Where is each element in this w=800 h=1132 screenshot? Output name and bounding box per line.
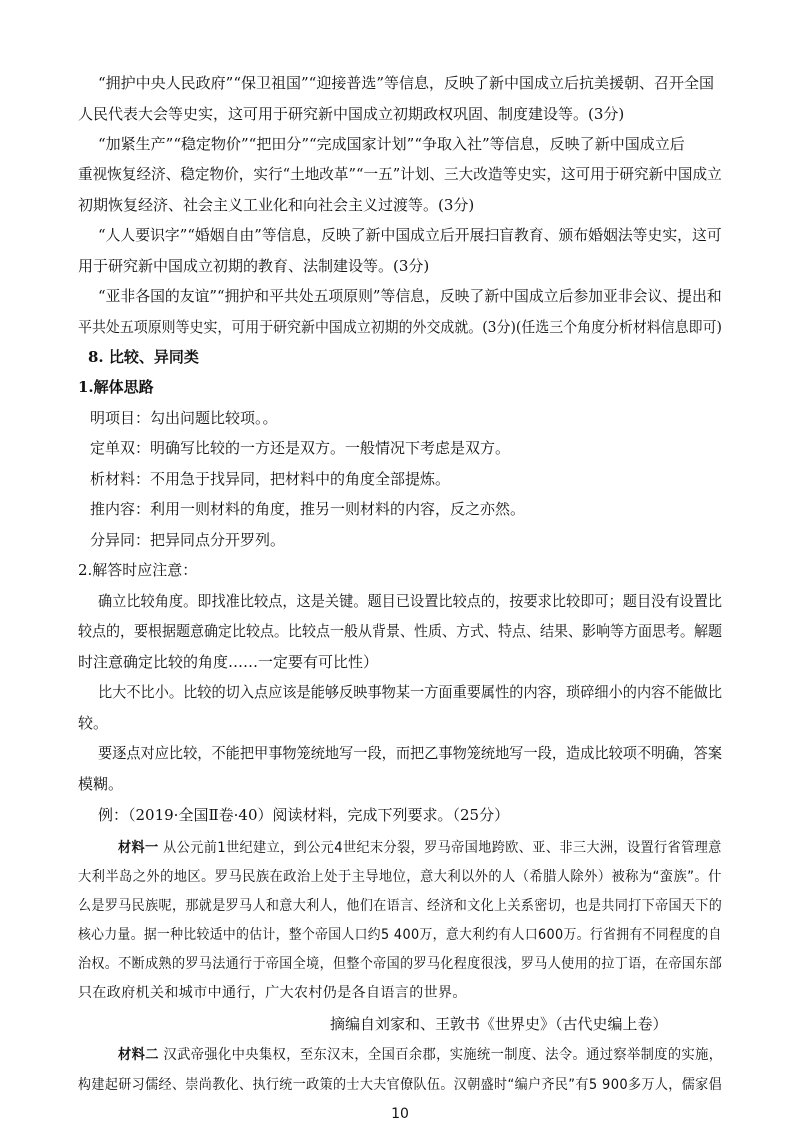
subheading-notes: 2.解答时应注意： (78, 561, 198, 579)
material-1-line-6: 只在政府机关和城市中通行，广大农村仍是各自语言的世界。 (78, 985, 467, 1001)
material-2-line-2: 构建起研习儒经、崇尚教化、执行统一政策的士大夫官僚队伍。汉朝盛时“编户齐民”有5 900多万人，儒家倡 (78, 1077, 722, 1093)
para-economy-line-2: 重视恢复经济、稳定物价，实行“土地改革”“一五”计划、三大改造等史实，这可用于研究新中国成立 (78, 165, 722, 183)
step-infer: 推内容：利用一则材料的角度，推另一则材料的内容，反之亦然。 (90, 500, 526, 518)
example-prompt: 例：（2019·全国Ⅱ卷·40）阅读材料，完成下列要求。（25分） (98, 806, 510, 824)
material-1-label: 材料一 (118, 840, 159, 856)
para-diplomacy-line-1: “亚非各国的友谊”“拥护和平共处五项原则”等信息，反映了新中国成立后参加亚非会议、提出和 (98, 287, 722, 305)
step-analyze: 析材料：不用急于找异同，把材料中的角度全部提炼。 (90, 470, 451, 488)
material-1-text: 从公元前1世纪建立，到公元4世纪末分裂，罗马帝国地跨欧、亚、非三大洲，设置行省管理意 (163, 840, 722, 856)
subheading-approach: 1.解体思路 (78, 378, 154, 396)
step-scope: 定单双：明确写比较的一方还是双方。一般情况下考虑是双方。 (90, 439, 511, 457)
para-education-line-2: 用于研究新中国成立初期的教育、法制建设等。(3分) (78, 257, 430, 275)
note-1-line-3: 时注意确定比较的角度……一定要有可比性） (78, 653, 379, 671)
note-3-line-2: 模糊。 (78, 775, 124, 793)
material-2-label: 材料二 (118, 1047, 159, 1063)
note-2-line-1: 比大不比小。比较的切入点应该是能够反映事物某一方面重要属性的内容，琐碎细小的内容不能做比 (98, 683, 723, 701)
section-heading: 8. 比较、异同类 (88, 348, 199, 366)
para-economy-line-1: “加紧生产”“稳定物价”“把田分”“完成国家计划”“争取入社”等信息，反映了新中国成立后 (98, 135, 685, 153)
material-1-line-3: 么是罗马民族呢，那就是罗马人和意大利人，他们在语言、经济和文化上关系密切，也是共同打下帝国天下的 (78, 898, 723, 914)
material-1-line-2: 大利半岛之外的地区。罗马民族在政治上处于主导地位，意大利以外的人（希腊人除外）被称为“蛮族”。什 (78, 869, 722, 885)
note-3-line-1: 要逐点对应比较，不能把甲事物笼统地写一段，而把乙事物笼统地写一段，造成比较项不明确，答案 (98, 744, 723, 762)
material-2-text: 汉武帝强化中央集权，至东汉末，全国百余郡，实施统一制度、法令。通过察举制度的实施， (163, 1047, 723, 1063)
para-politics-line-2: 人民代表大会等史实，这可用于研究新中国成立初期政权巩固、制度建设等。(3分) (78, 105, 625, 123)
para-economy-line-3: 初期恢复经济、社会主义工业化和向社会主义过渡等。(3分) (78, 196, 475, 214)
step-separate: 分异同：把异同点分开罗列。 (90, 531, 286, 549)
note-2-line-2: 较。 (78, 714, 109, 732)
note-1-line-2: 较点的，要根据题意确定比较点。比较点一般从背景、性质、方式、特点、结果、影响等方面思考。解题 (78, 622, 722, 640)
para-education-line-1: “人人要识字”“婚姻自由”等信息，反映了新中国成立后开展扫盲教育、颁布婚姻法等史实，这可 (98, 226, 722, 244)
material-1-source: 摘编自刘家和、王敦书《世界史》（古代史编上卷） (330, 1015, 668, 1033)
material-2-line-1 (118, 1048, 722, 1062)
page-number: 10 (391, 1106, 409, 1122)
step-identify: 明项目：勾出问题比较项。。 (90, 409, 278, 427)
material-1-line-1 (118, 841, 722, 855)
material-1-line-4: 核心力量。据一种比较适中的估计，整个帝国人口约5 400万，意大利约有人口600万。行省拥有不同程度的自 (78, 927, 722, 943)
material-1-line-5: 治权。不断成熟的罗马法通行于帝国全境，但整个帝国的罗马化程度很浅，罗马人使用的拉丁语，在帝国东部 (78, 956, 723, 972)
note-1-line-1: 确立比较角度。即找准比较点，这是关键。题目已设置比较点的，按要求比较即可；题目没有设置比 (98, 592, 723, 610)
para-politics-line-1: “拥护中央人民政府”“保卫祖国”“迎接普选”等信息，反映了新中国成立后抗美援朝、召开全国 (98, 74, 715, 92)
para-diplomacy-line-2: 平共处五项原则等史实，可用于研究新中国成立初期的外交成就。(3分)(任选三个角度分析材料信息即可) (78, 318, 722, 336)
